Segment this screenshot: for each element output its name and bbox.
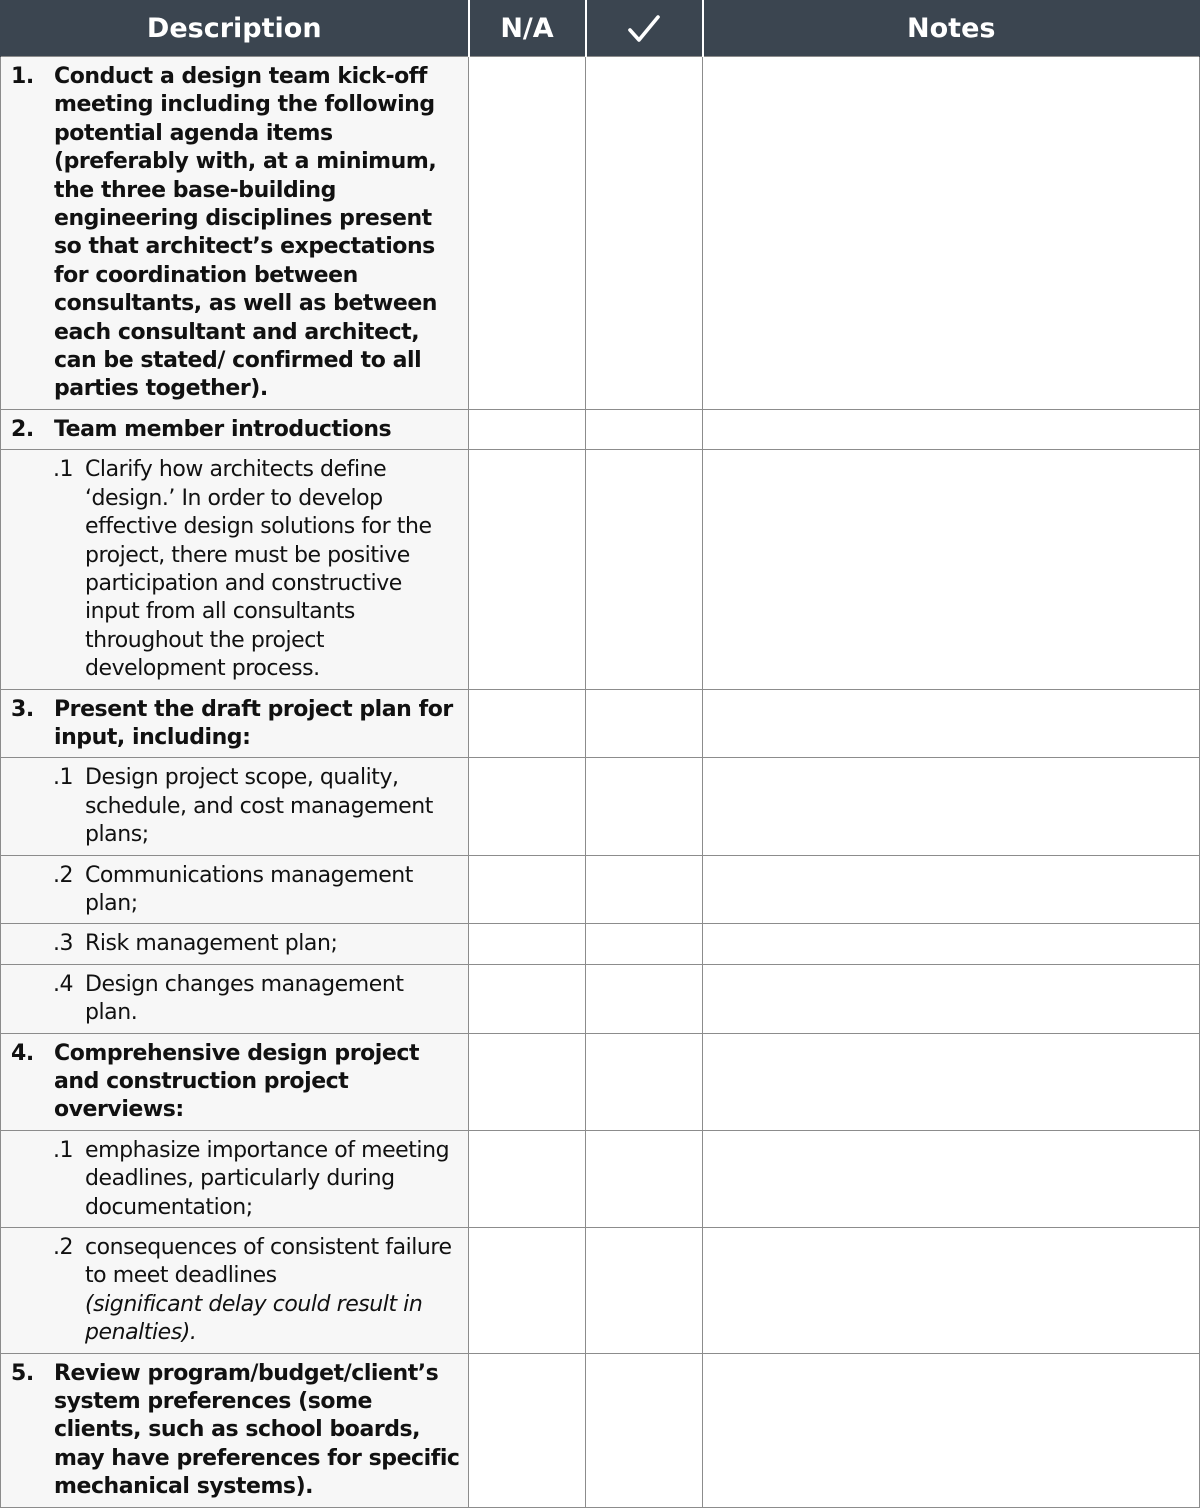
notes-cell[interactable]	[703, 1353, 1200, 1507]
item-number: .1	[53, 1137, 74, 1163]
description-cell	[1, 1033, 469, 1130]
na-cell[interactable]	[469, 1130, 586, 1227]
na-cell[interactable]	[469, 450, 586, 689]
checkmark-icon	[627, 14, 661, 44]
na-cell[interactable]	[469, 1033, 586, 1130]
column-header-na: N/A	[469, 0, 586, 57]
notes-cell[interactable]	[703, 1033, 1200, 1130]
item-text-italic-note: (significant delay could result in penalties).	[85, 1291, 423, 1346]
item-number: 1.	[11, 64, 34, 89]
item-text: Comprehensive design project and construction project overviews:	[54, 1040, 420, 1123]
na-cell[interactable]	[469, 1228, 586, 1354]
item-number: .2	[53, 1235, 74, 1261]
notes-cell[interactable]	[703, 1228, 1200, 1354]
description-cell	[1, 409, 469, 449]
column-header-check	[586, 0, 703, 57]
table-row	[1, 758, 1200, 855]
check-cell[interactable]	[586, 855, 703, 924]
item-number: 5.	[11, 1360, 34, 1386]
na-cell[interactable]	[469, 689, 586, 758]
column-header-notes: Notes	[703, 0, 1200, 57]
description-cell	[1, 57, 469, 410]
item-number: 2.	[11, 416, 34, 442]
table-row	[1, 409, 1200, 449]
description-cell	[1, 689, 469, 758]
item-text: Communications management plan;	[85, 862, 413, 916]
check-cell[interactable]	[586, 1130, 703, 1227]
item-text-main: consequences of consistent failure to meet deadlines	[85, 1235, 452, 1289]
na-cell[interactable]	[469, 758, 586, 855]
item-number: .3	[53, 931, 74, 957]
item-number: 3.	[11, 696, 34, 722]
check-cell[interactable]	[586, 964, 703, 1033]
na-cell[interactable]	[469, 924, 586, 964]
item-text: Conduct a design team kick-off meeting including the following potential agenda items (preferably with, at a minimum, the three base-building engineering disciplines present so that architect’s expectations for coordination between consultants, as well as between each consultant and architect, can be stated/ confirmed to all parties together).	[54, 64, 438, 402]
description-cell	[1, 964, 469, 1033]
description-cell	[1, 855, 469, 924]
notes-cell[interactable]	[703, 924, 1200, 964]
item-text: Risk management plan;	[85, 931, 338, 957]
notes-cell[interactable]	[703, 57, 1200, 410]
item-text: Design changes management plan.	[85, 971, 404, 1026]
notes-cell[interactable]	[703, 855, 1200, 924]
notes-cell[interactable]	[703, 1130, 1200, 1227]
notes-cell[interactable]	[703, 689, 1200, 758]
na-cell[interactable]	[469, 1353, 586, 1507]
item-number: .2	[53, 862, 74, 888]
check-cell[interactable]	[586, 450, 703, 689]
description-cell	[1, 924, 469, 964]
item-text: Design project scope, quality, schedule, and cost management plans;	[85, 765, 433, 848]
column-header-description: Description	[1, 0, 469, 57]
table-row	[1, 450, 1200, 689]
description-cell	[1, 1353, 469, 1507]
table-row	[1, 855, 1200, 924]
check-cell[interactable]	[586, 1033, 703, 1130]
na-cell[interactable]	[469, 57, 586, 410]
check-cell[interactable]	[586, 758, 703, 855]
table-row	[1, 1033, 1200, 1130]
na-cell[interactable]	[469, 409, 586, 449]
item-text: Team member introductions	[54, 416, 392, 442]
notes-cell[interactable]	[703, 758, 1200, 855]
table-row	[1, 1353, 1200, 1507]
item-number: 4.	[11, 1040, 34, 1066]
notes-cell[interactable]	[703, 450, 1200, 689]
description-cell	[1, 1130, 469, 1227]
check-cell[interactable]	[586, 1353, 703, 1507]
na-cell[interactable]	[469, 855, 586, 924]
table-row	[1, 689, 1200, 758]
item-text: Clarify how architects define ‘design.’ In order to develop effective design solutions for the project, there must be positive participation and constructive input from all consultants throughout the project development process.	[85, 457, 432, 682]
item-text: Review program/budget/client’s system preferences (some clients, such as school boards, may have preferences for specific mechanical systems).	[54, 1360, 460, 1500]
check-cell[interactable]	[586, 57, 703, 410]
table-row	[1, 924, 1200, 964]
check-cell[interactable]	[586, 924, 703, 964]
description-cell	[1, 758, 469, 855]
header-row	[1, 0, 1200, 57]
item-number: .1	[53, 457, 74, 483]
table-row	[1, 1228, 1200, 1354]
item-text	[85, 1234, 460, 1348]
check-cell[interactable]	[586, 1228, 703, 1354]
na-cell[interactable]	[469, 964, 586, 1033]
item-number: .1	[53, 765, 74, 791]
item-number: .4	[53, 971, 74, 997]
description-cell	[1, 1228, 469, 1354]
notes-cell[interactable]	[703, 409, 1200, 449]
table-row	[1, 964, 1200, 1033]
check-cell[interactable]	[586, 689, 703, 758]
item-text: Present the draft project plan for input, including:	[54, 696, 453, 750]
item-text: emphasize importance of meeting deadlines, particularly during documentation;	[85, 1137, 450, 1220]
description-cell	[1, 450, 469, 689]
check-cell[interactable]	[586, 409, 703, 449]
table-row	[1, 57, 1200, 410]
table-row	[1, 1130, 1200, 1227]
notes-cell[interactable]	[703, 964, 1200, 1033]
